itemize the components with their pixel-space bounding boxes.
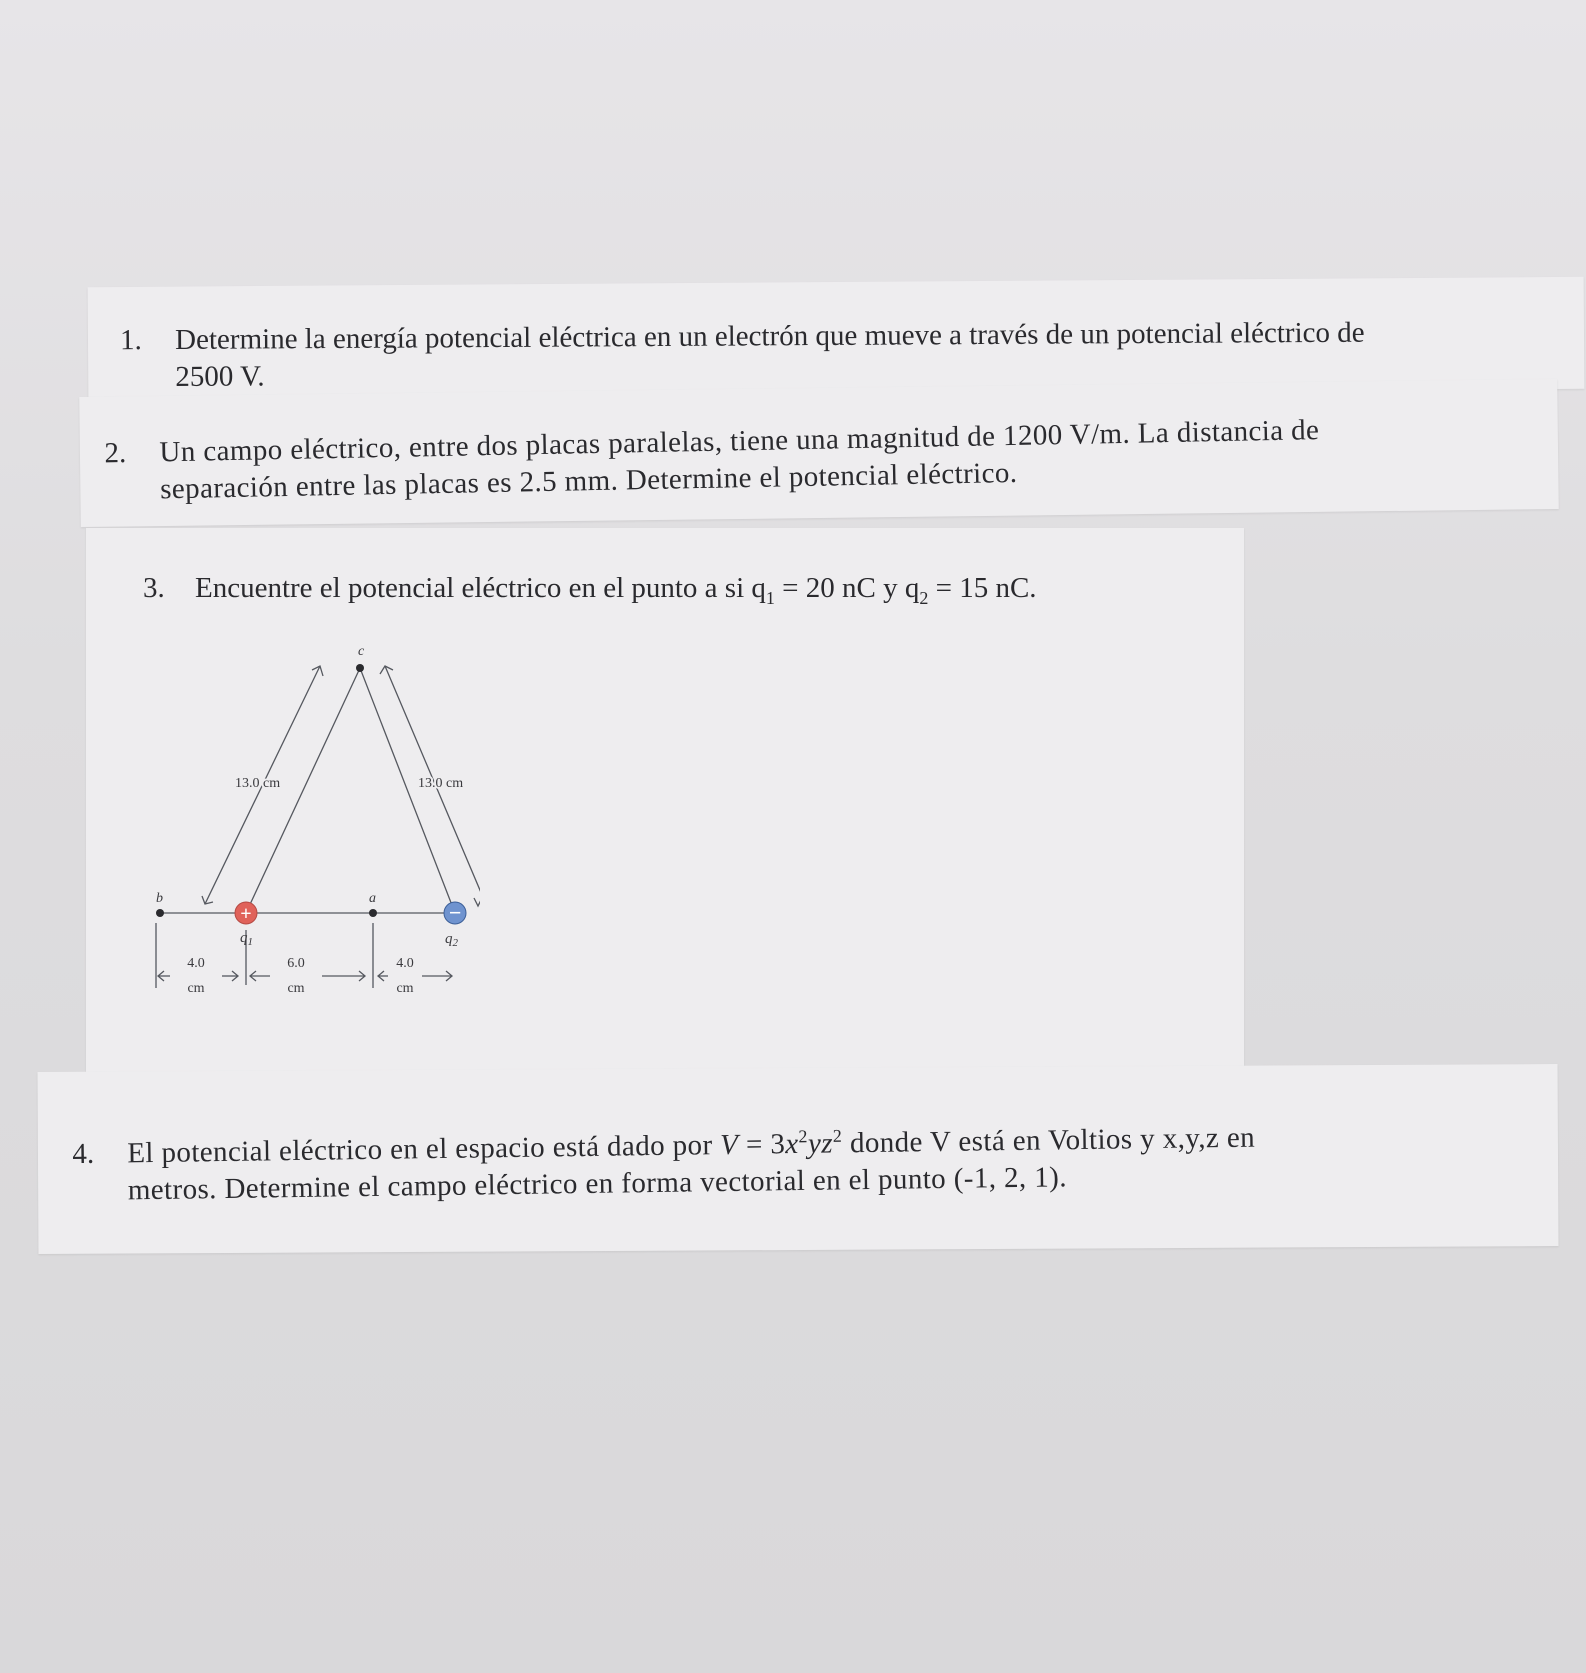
text-segment: donde V está en Voltios y x,y,z en [842,1121,1256,1160]
charge-q2-sign: − [448,900,462,925]
problem-number: 2. [104,437,127,470]
label-q1 [240,930,253,948]
problem-number: 1. [120,324,142,357]
label-q2-sub: 2 [452,937,458,949]
problem-line: metros. Determine el campo eléctrico en forma vectorial en el punto (-1, 2, 1). [127,1161,1068,1207]
problem-line: separación entre las placas es 2.5 mm. Determine el potencial eléctrico. [159,456,1018,506]
formula-exponent: 2 [798,1126,808,1147]
text-segment: El potencial eléctrico en el espacio está dado por [127,1129,721,1170]
charge-q1-sign: + [240,903,252,925]
formula-x: x [785,1127,799,1161]
label-a: a [369,891,376,906]
problem-line: Un campo eléctrico, entre dos placas paralelas, tiene una magnitud de 1200 V/m. La distancia de [159,414,1320,469]
dimension-value: 4.0 [187,956,205,971]
label-q1-letter: q [240,930,248,946]
subscript: 1 [765,587,775,608]
point-b [156,909,164,917]
side-label-left: 13.0 cm [235,776,281,791]
problem-number: 3. [143,572,165,604]
problem-text [175,314,1520,396]
label-q1-sub: 1 [247,936,253,948]
text-segment: = 15 nC. [928,572,1037,604]
dimension-unit: cm [396,981,414,996]
dimension-value: 4.0 [396,956,414,971]
formula-lhs: V [719,1128,739,1162]
problem-line: 2500 V. [175,360,265,393]
label-q2-letter: q [445,931,453,947]
formula-exponent: 2 [832,1125,843,1146]
point-a [369,909,377,917]
formula-yz: yz [807,1127,834,1160]
dimension-unit: cm [187,981,205,996]
dimension-value: 6.0 [287,956,305,971]
problem-text [195,570,1245,607]
problem-line: Determine la energía potencial eléctrica en un electrón que mueve a través de un potencial eléctrico de [175,316,1365,356]
problem-number: 4. [72,1137,95,1171]
dimension-unit: cm [287,981,305,996]
text-segment: = 20 nC y q [774,572,920,604]
label-c: c [358,644,365,659]
side-label-right: 13.0 cm [418,776,464,791]
charges-triangle-diagram [140,640,480,1010]
label-b: b [156,891,163,906]
arrowhead [474,896,480,906]
text-segment: Encuentre el potencial eléctrico en el punto a si q [195,572,766,604]
point-c [356,664,364,672]
formula-eq: = 3 [738,1128,786,1161]
subscript: 2 [919,587,929,608]
label-q2 [445,931,459,949]
